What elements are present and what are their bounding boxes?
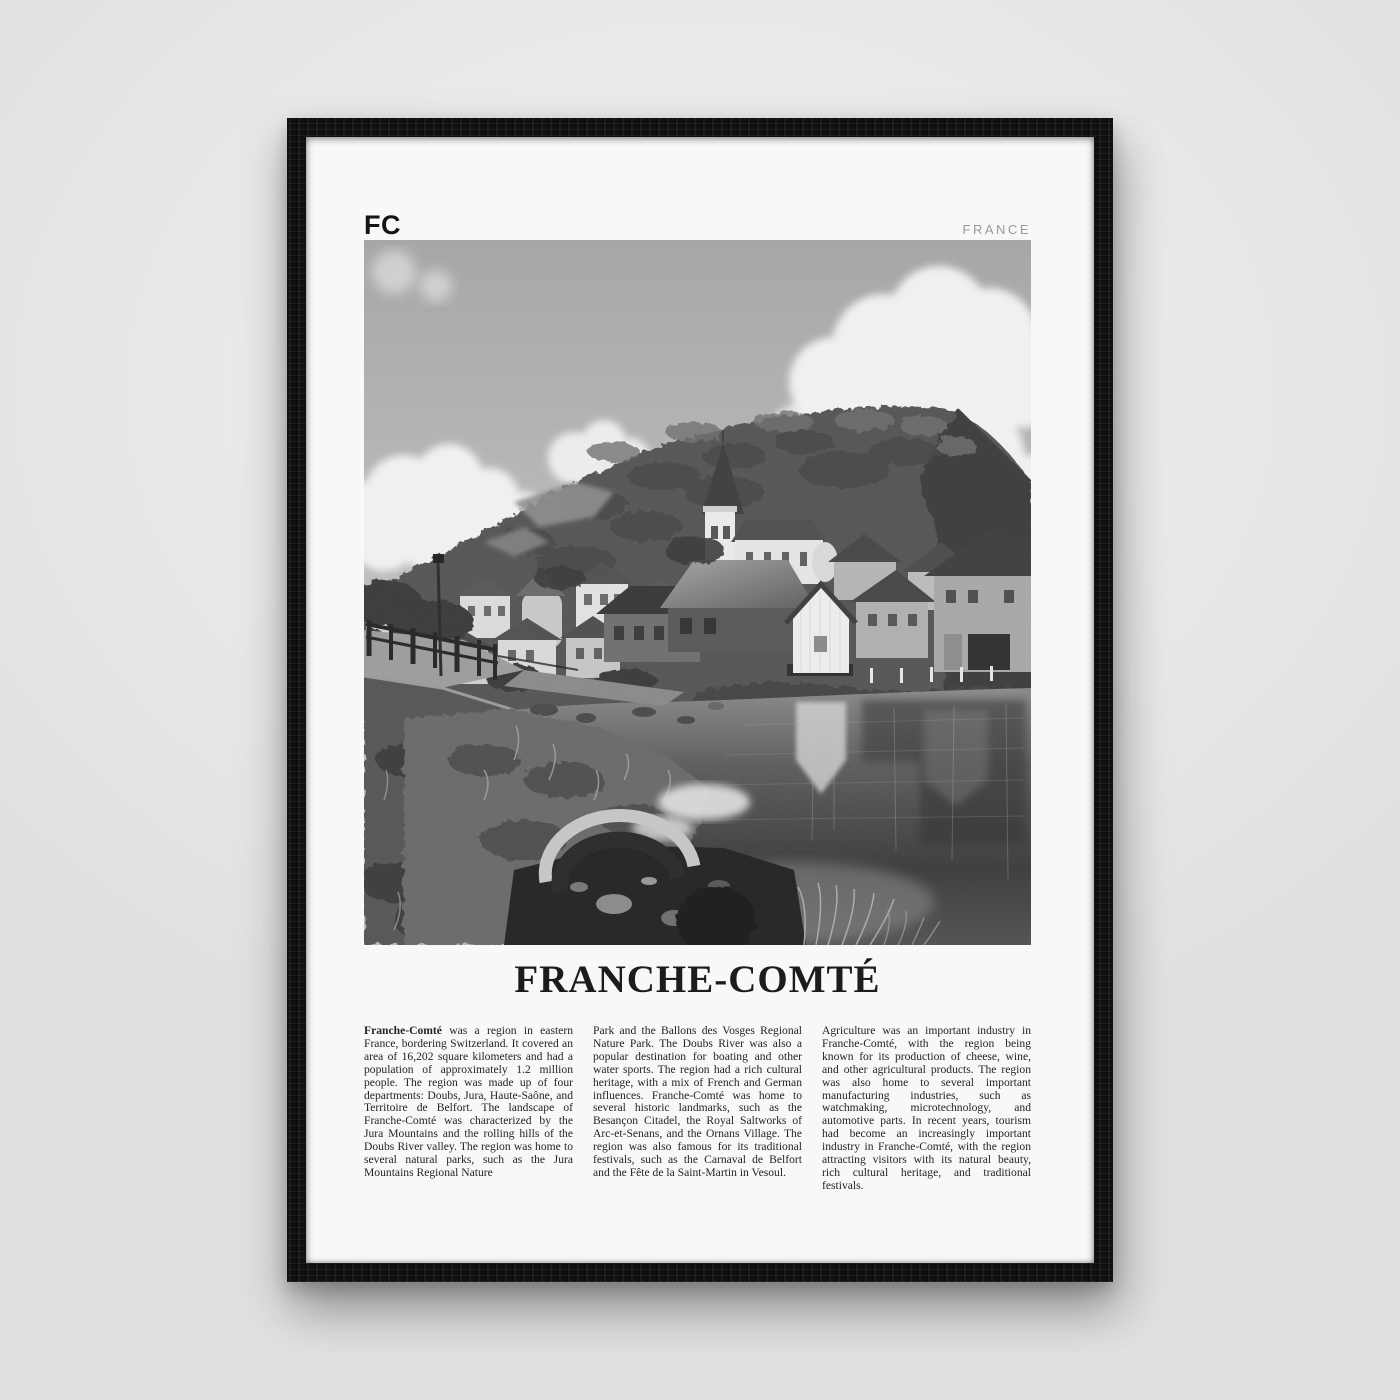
- poster-header: [364, 201, 1031, 239]
- article-columns: [364, 1025, 1031, 1193]
- photo-illustration: [364, 240, 1031, 945]
- article-column-3: [822, 1025, 1031, 1193]
- article-column-1-text: was a region in eastern France, bordering Switzerland. It covered an area of 16,202 square kilometers and had a population of approximately 1.2 million people. The region was made up of four departments: Doubs, Jura, Haute-Saône, and Territoire de Belfort. The landscape of Franche-Comté was characterized by the Jura Mountains and the rolling hills of the Doubs River valley. The region was home to several natural parks, such as the Jura Mountains Regional Nature: [364, 1024, 573, 1179]
- article-column-2: [593, 1025, 802, 1193]
- poster-initials: FC: [364, 210, 401, 240]
- poster-title: FRANCHE-COMTÉ: [514, 958, 881, 1001]
- article-column-3-text: Agriculture was an important industry in Franche-Comté, with the region being known for its production of cheese, wine, and other agricultural products. The region was also home to several important manufacturing industries, such as watchmaking, microtechnology, and automotive parts. In recent years, tourism had become an increasingly important industry in Franche-Comté, with the region attracting visitors with its natural beauty, rich cultural heritage, and traditional festivals.: [822, 1024, 1031, 1192]
- article-lead-word: Franche-Comté: [364, 1024, 442, 1037]
- poster-country-label: FRANCE: [962, 221, 1031, 237]
- village-river-photo: [364, 240, 1031, 945]
- poster-mat: [306, 137, 1094, 1263]
- article-column-2-text: Park and the Ballons des Vosges Regional Nature Park. The Doubs River was also a popular destination for boating and other water sports. The region had a rich cultural heritage, with a mix of French and German influences. Franche-Comté was home to several historic landmarks, such as the Besançon Citadel, the Royal Saltworks of Arc-et-Senans, and the Ornans Village. The region was also famous for its traditional festivals, such as the Carnaval de Belfort and the Fête de la Saint-Martin in Vesoul.: [593, 1024, 802, 1179]
- photo-film-grain: [364, 240, 1031, 945]
- picture-frame: [287, 118, 1113, 1282]
- article-column-1: [364, 1025, 573, 1193]
